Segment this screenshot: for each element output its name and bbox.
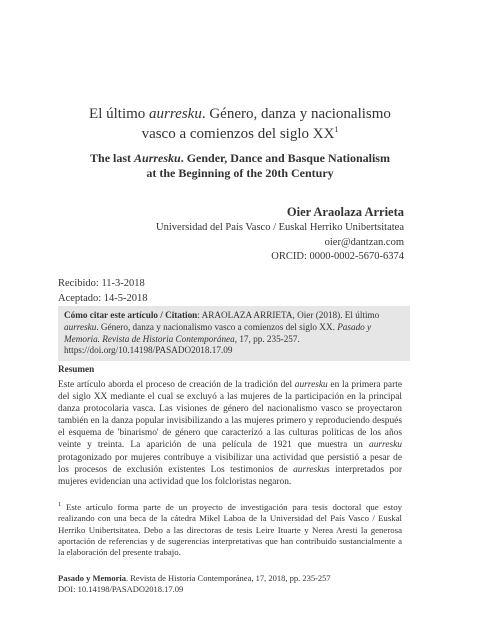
citation-text: . Género, danza y nacionalismo vasco a comienzos del siglo XX. <box>96 321 338 332</box>
title-es-part: El último <box>89 106 150 122</box>
footnote-mark: 1 <box>58 501 62 509</box>
abstract-text: s interpretados por mujeres evidencian una actividad que los folcloristas negaron. <box>58 464 402 487</box>
author-affiliation: Universidad del País Vasco / Euskal Herriko Unibertsitatea <box>156 222 404 233</box>
received-date: Recibido: 11-3-2018 <box>58 278 145 289</box>
abstract-italic: aurresku <box>294 380 328 390</box>
author-email[interactable]: oier@dantzan.com <box>324 236 404 248</box>
abstract-italic: aurresku <box>293 464 327 475</box>
article-title-english <box>40 151 440 181</box>
title-es-line2: vasco a comienzos del siglo XX <box>141 126 335 142</box>
citation-doi[interactable]: , 17, pp. 235-257. https://doi.org/10.14198/PASADO2018.17.09 <box>64 333 300 356</box>
article-title-spanish <box>40 104 440 144</box>
abstract-heading: Resumen <box>58 364 95 374</box>
title-en-italic: Aurresku <box>134 151 181 165</box>
abstract-italic: aurresku <box>369 440 402 451</box>
citation-label: Cómo citar este artículo / Citation <box>64 310 198 320</box>
abstract-text: en la primera parte del siglo XX mediante el cual se excluyó a las mujeres de la participación en la principal danza protocolaria vasca. Las visiones de género del nacionalismo vasco se proyectaron también en la danza popular invisibilizando a las mujeres primero y reproduciendo después el esquema de 'binarismo' de género que caracterizó a las culturas políticas de los años veinte y treinta. La aparición de una película de 1921 que muestra un <box>58 380 402 451</box>
page-footer <box>58 573 331 595</box>
title-footnote-mark[interactable]: 1 <box>334 125 339 134</box>
footer-doi[interactable]: DOI: 10.14198/PASADO2018.17.09 <box>58 584 184 594</box>
author-orcid[interactable]: ORCID: 0000-0002-5670-6374 <box>271 251 404 262</box>
citation-italic: aurresku <box>64 321 97 332</box>
title-es-italic: aurresku <box>149 106 202 122</box>
author-name: Oier Araolaza Arrieta <box>286 205 404 219</box>
abstract-body <box>58 379 402 488</box>
abstract-text: Este artículo aborda el proceso de creación de la tradición del <box>58 380 295 390</box>
title-en-part: The last <box>90 151 135 165</box>
footer-journal: Pasado y Memoria <box>58 573 126 583</box>
footer-citation <box>58 573 331 584</box>
accepted-date: Aceptado: 14-5-2018 <box>58 293 148 304</box>
footnote-text: Este artículo forma parte de un proyecto de investigación para tesis doctoral que estoy realizando con una beca de la cátedra Mikel Laboa de la Universidad del País Vasco / Euskal Herriko Unibertsitatea. Debo a las directoras de tesis Leire Ituarte y Nerea Aresti la generosa aportación de referencias y de sugerencias interpretativas que han contribuido sustancialmente a la elaboración del presente trabajo. <box>58 502 402 558</box>
title-es-part: . Género, danza y nacionalismo <box>201 106 391 122</box>
title-en-line2: at the Beginning of the 20th Century <box>146 166 334 180</box>
author-block <box>156 204 404 265</box>
citation-box <box>58 306 410 361</box>
citation-journal: Pasado y Memoria. Revista de Historia Contemporánea <box>64 321 372 344</box>
footnote <box>58 502 402 558</box>
footer-rest: . Revista de Historia Contemporánea, 17, 2018, pp. 235-257 <box>126 573 331 583</box>
dates-block <box>58 276 148 306</box>
title-en-part: . Gender, Dance and Basque Nationalism <box>180 151 390 165</box>
citation-text: : ARAOLAZA ARRIETA, Oier (2018). El último <box>197 310 380 320</box>
abstract-text: protagonizado por mujeres contribuye a visibilizar una actividad que persistió a pesar de los procesos de exclusión existentes Los testimonios de <box>58 452 402 475</box>
